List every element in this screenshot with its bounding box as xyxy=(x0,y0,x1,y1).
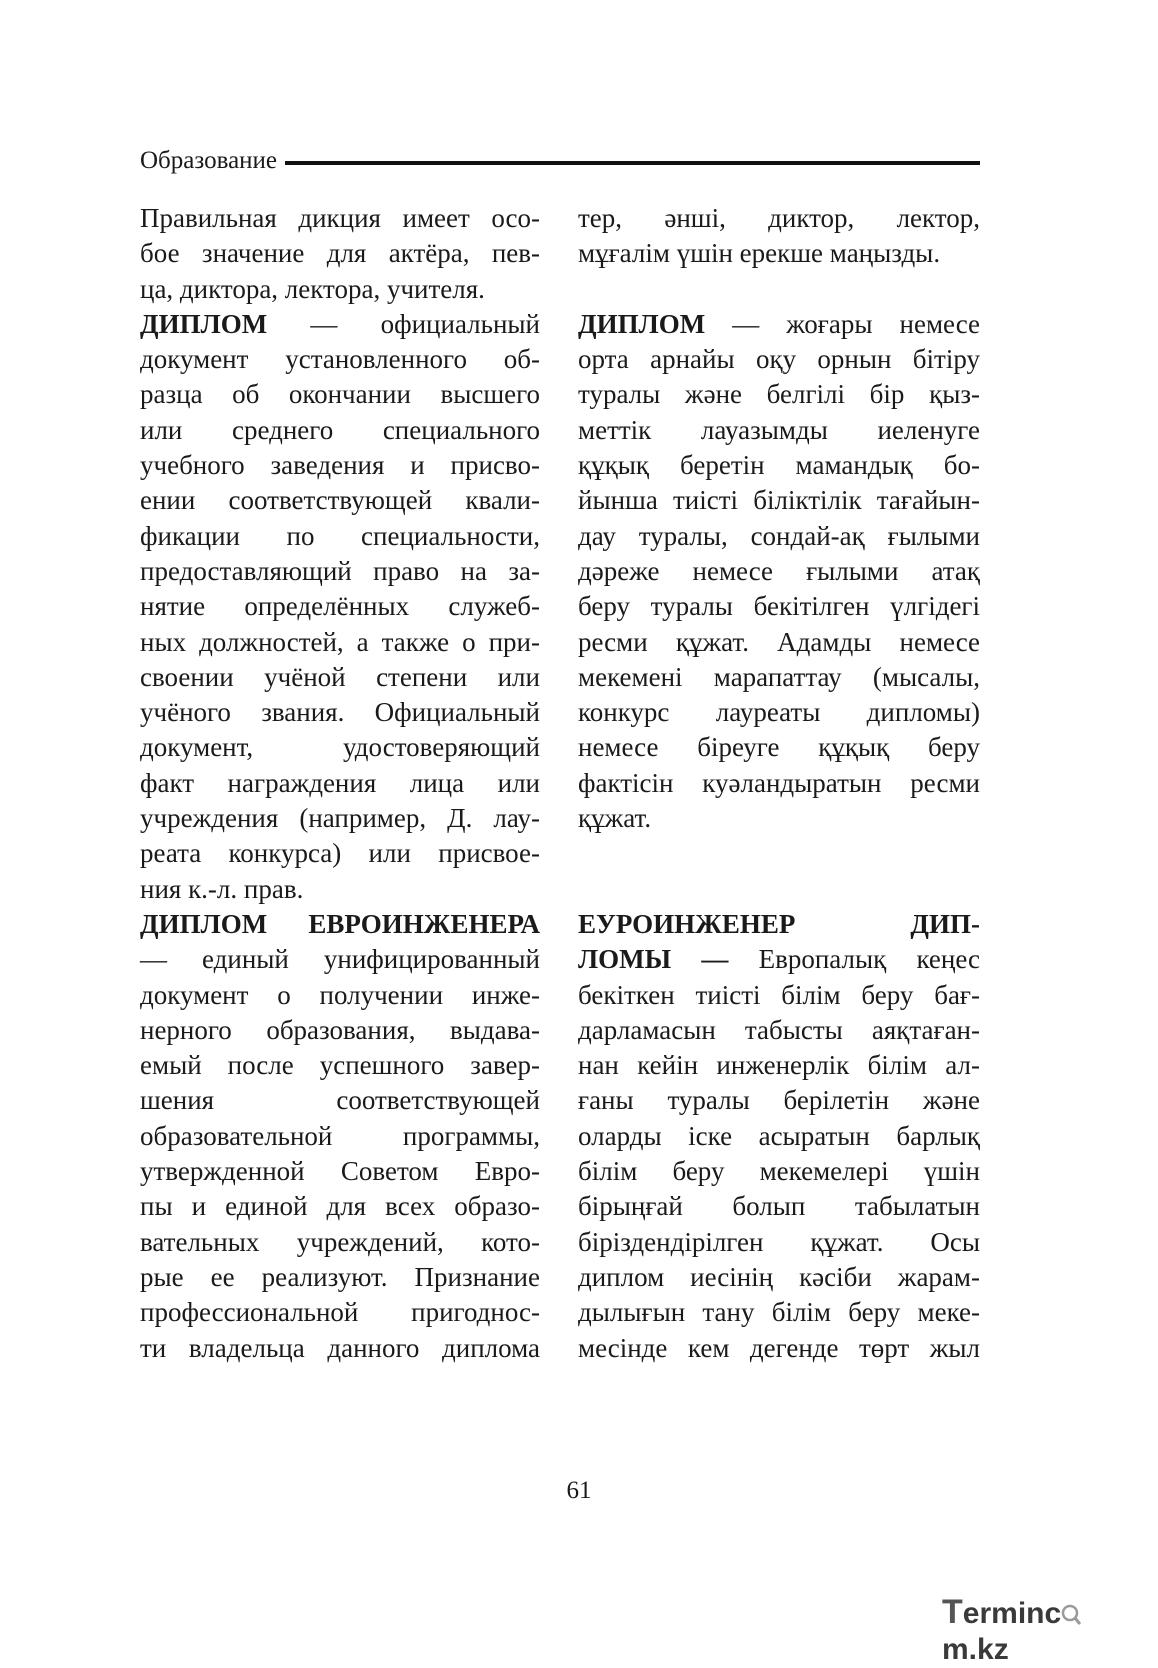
line-text: документ о получении инже- xyxy=(140,979,540,1010)
line-text: немесе біреуге құқық беру xyxy=(578,732,980,763)
line-text: учёного звания. Официальный xyxy=(140,697,540,728)
text-line xyxy=(578,236,980,271)
text-line xyxy=(578,695,980,730)
text-line xyxy=(578,1013,980,1048)
line-text: ении соответствующей квали- xyxy=(140,485,540,516)
line-text: ресми құжат. Адамды немесе xyxy=(578,626,980,657)
line-text: документ, удостоверяющий xyxy=(140,732,540,763)
text-line xyxy=(140,1048,540,1083)
text-line xyxy=(140,942,540,977)
text-line xyxy=(578,448,980,483)
text-line xyxy=(578,1154,980,1189)
text-line xyxy=(140,625,540,660)
line-text: білім беру мекемелері үшін xyxy=(578,1156,980,1187)
line-text: дау туралы, сондай-ақ ғылыми xyxy=(578,520,980,551)
text-line xyxy=(140,801,540,836)
text-line xyxy=(578,201,980,236)
text-line xyxy=(578,1295,980,1330)
paragraph-gap xyxy=(578,836,980,907)
text-line xyxy=(578,307,980,342)
text-line xyxy=(140,1119,540,1154)
line-text: ных должностей, а также о при- xyxy=(140,626,540,657)
line-text: дылығын тану білім беру меке- xyxy=(578,1297,980,1328)
text-line xyxy=(578,978,980,1013)
line-text: йынша тиісті біліктілік тағайын- xyxy=(578,485,980,516)
text-line xyxy=(140,272,540,307)
line-text: факт награждения лица или xyxy=(140,767,540,798)
text-line xyxy=(140,730,540,765)
line-text: беру туралы бекітілген үлгідегі xyxy=(578,591,980,622)
line-text: месінде кем дегенде төрт жыл xyxy=(578,1332,980,1363)
term-heading: ДИПЛОМ xyxy=(140,308,268,339)
line-text: ғаны туралы берілетін және xyxy=(578,1085,980,1116)
text-line xyxy=(578,766,980,801)
header-rule xyxy=(285,161,980,165)
text-line xyxy=(140,872,540,907)
line-text: оларды іске асыратын барлық xyxy=(578,1120,980,1151)
line-text: рые ее реализуют. Признание xyxy=(140,1261,540,1292)
line-text: бекіткен тиісті білім беру бағ- xyxy=(578,979,980,1010)
text-line xyxy=(140,236,540,271)
term-heading: ЛОМЫ — xyxy=(578,944,729,975)
text-line xyxy=(578,1331,980,1366)
line-text: — жоғары немесе xyxy=(705,308,980,339)
line-text: своении учёной степени или xyxy=(140,661,540,692)
text-line xyxy=(140,589,540,624)
line-text: нятие определённых служеб- xyxy=(140,591,540,622)
text-line xyxy=(578,730,980,765)
paragraph-gap xyxy=(578,272,980,307)
line-text: — официальный xyxy=(267,308,540,339)
line-text: вательных учреждений, кото- xyxy=(140,1226,540,1257)
text-line xyxy=(140,1260,540,1295)
right-column-kazakh xyxy=(578,201,980,1366)
line-text: бое значение для актёра, пев- xyxy=(140,238,540,269)
text-line xyxy=(578,519,980,554)
line-text: нан кейін инженерлік білім ал- xyxy=(578,1050,980,1081)
line-text: утвержденной Советом Евро- xyxy=(140,1156,540,1187)
line-text: конкурс лауреаты дипломы) xyxy=(578,697,980,728)
line-text: документ установленного об- xyxy=(140,344,540,375)
text-line xyxy=(578,1225,980,1260)
line-text: тер, әнші, диктор, лектор, xyxy=(578,203,980,233)
text-line xyxy=(140,836,540,871)
watermark-logo: T xyxy=(942,1593,963,1631)
text-line xyxy=(578,377,980,412)
text-line xyxy=(140,1083,540,1118)
line-text: разца об окончании высшего xyxy=(140,379,540,410)
line-text: мұғалім үшін ерекше маңызды. xyxy=(578,238,941,269)
line-text: учреждения (например, Д. лау- xyxy=(140,803,540,834)
text-line xyxy=(140,1189,540,1224)
line-text: бірыңғай болып табылатын xyxy=(578,1191,980,1222)
line-text: предоставляющий право на за- xyxy=(140,555,540,586)
text-line xyxy=(140,695,540,730)
text-line xyxy=(140,201,540,236)
text-line xyxy=(140,1013,540,1048)
text-line xyxy=(140,1331,540,1366)
term-heading: ДИПЛОМ xyxy=(578,308,706,339)
text-line xyxy=(140,978,540,1013)
text-line xyxy=(140,660,540,695)
site-watermark: Termincm.kz xyxy=(942,1594,1142,1630)
line-text: біріздендірілген құжат. Осы xyxy=(578,1226,980,1257)
line-text: профессиональной пригоднос- xyxy=(140,1297,540,1328)
text-line xyxy=(578,1260,980,1295)
text-line xyxy=(578,1119,980,1154)
text-line xyxy=(140,377,540,412)
text-line xyxy=(578,589,980,624)
text-line xyxy=(140,519,540,554)
text-line xyxy=(140,448,540,483)
line-text: — единый унифицированный xyxy=(140,944,540,975)
line-text: учебного заведения и присво- xyxy=(140,450,540,481)
line-text: диплом иесінің кәсіби жарам- xyxy=(578,1261,980,1292)
line-text: ца, диктора, лектора, учителя. xyxy=(140,273,485,304)
text-line xyxy=(578,483,980,518)
text-line xyxy=(578,1048,980,1083)
line-text: Правильная дикция имеет осо- xyxy=(140,203,540,233)
line-text: или среднего специального xyxy=(140,414,540,445)
line-text: реата конкурса) или присвое- xyxy=(140,838,540,869)
line-text: туралы және белгілі бір қыз- xyxy=(578,379,980,410)
text-line xyxy=(578,413,980,448)
term-heading: ДИПЛОМ ЕВРОИНЖЕНЕРА xyxy=(140,908,540,939)
line-text: дәреже немесе ғылыми атақ xyxy=(578,555,980,586)
text-line xyxy=(140,554,540,589)
text-line xyxy=(578,625,980,660)
term-heading: ЕУРОИНЖЕНЕР ДИП- xyxy=(578,908,980,939)
line-text: емый после успешного завер- xyxy=(140,1050,540,1081)
text-line xyxy=(578,554,980,589)
text-line xyxy=(578,1083,980,1118)
line-text: құқық беретін мамандық бо- xyxy=(578,450,980,481)
line-text: ти владельца данного диплома xyxy=(140,1332,540,1363)
left-column-russian xyxy=(140,201,540,1366)
text-line xyxy=(578,342,980,377)
text-line xyxy=(140,907,540,942)
text-line xyxy=(578,1189,980,1224)
text-line xyxy=(140,1295,540,1330)
line-text: ния к.-л. прав. xyxy=(140,873,304,904)
text-line xyxy=(140,483,540,518)
text-line xyxy=(140,1225,540,1260)
line-text: Европалық кеңес xyxy=(728,944,980,975)
text-line xyxy=(578,907,980,942)
text-line xyxy=(140,766,540,801)
text-line xyxy=(140,342,540,377)
line-text: шения соответствующей xyxy=(140,1085,540,1116)
text-line xyxy=(140,1154,540,1189)
text-line xyxy=(578,801,980,836)
text-line xyxy=(578,942,980,977)
line-text: меттік лауазымды иеленуге xyxy=(578,414,980,445)
line-text: образовательной программы, xyxy=(140,1120,540,1151)
line-text: мекемені марапаттау (мысалы, xyxy=(578,661,980,692)
line-text: нерного образования, выдава- xyxy=(140,1014,540,1045)
line-text: фактісін куәландыратын ресми xyxy=(578,767,980,798)
line-text: дарламасын табысты аяқтаған- xyxy=(578,1014,980,1045)
text-line xyxy=(140,307,540,342)
text-line xyxy=(140,413,540,448)
line-text: фикации по специальности, xyxy=(140,520,540,551)
line-text: пы и единой для всех образо- xyxy=(140,1191,540,1222)
line-text: орта арнайы оқу орнын бітіру xyxy=(578,344,980,375)
text-line xyxy=(578,660,980,695)
section-title: Образование xyxy=(140,147,278,174)
watermark-text: erminc xyxy=(962,1597,1062,1630)
running-header xyxy=(140,146,980,176)
line-text: құжат. xyxy=(578,803,652,834)
page-number: 61 xyxy=(566,1477,592,1504)
magnifier-icon xyxy=(1061,1596,1081,1632)
